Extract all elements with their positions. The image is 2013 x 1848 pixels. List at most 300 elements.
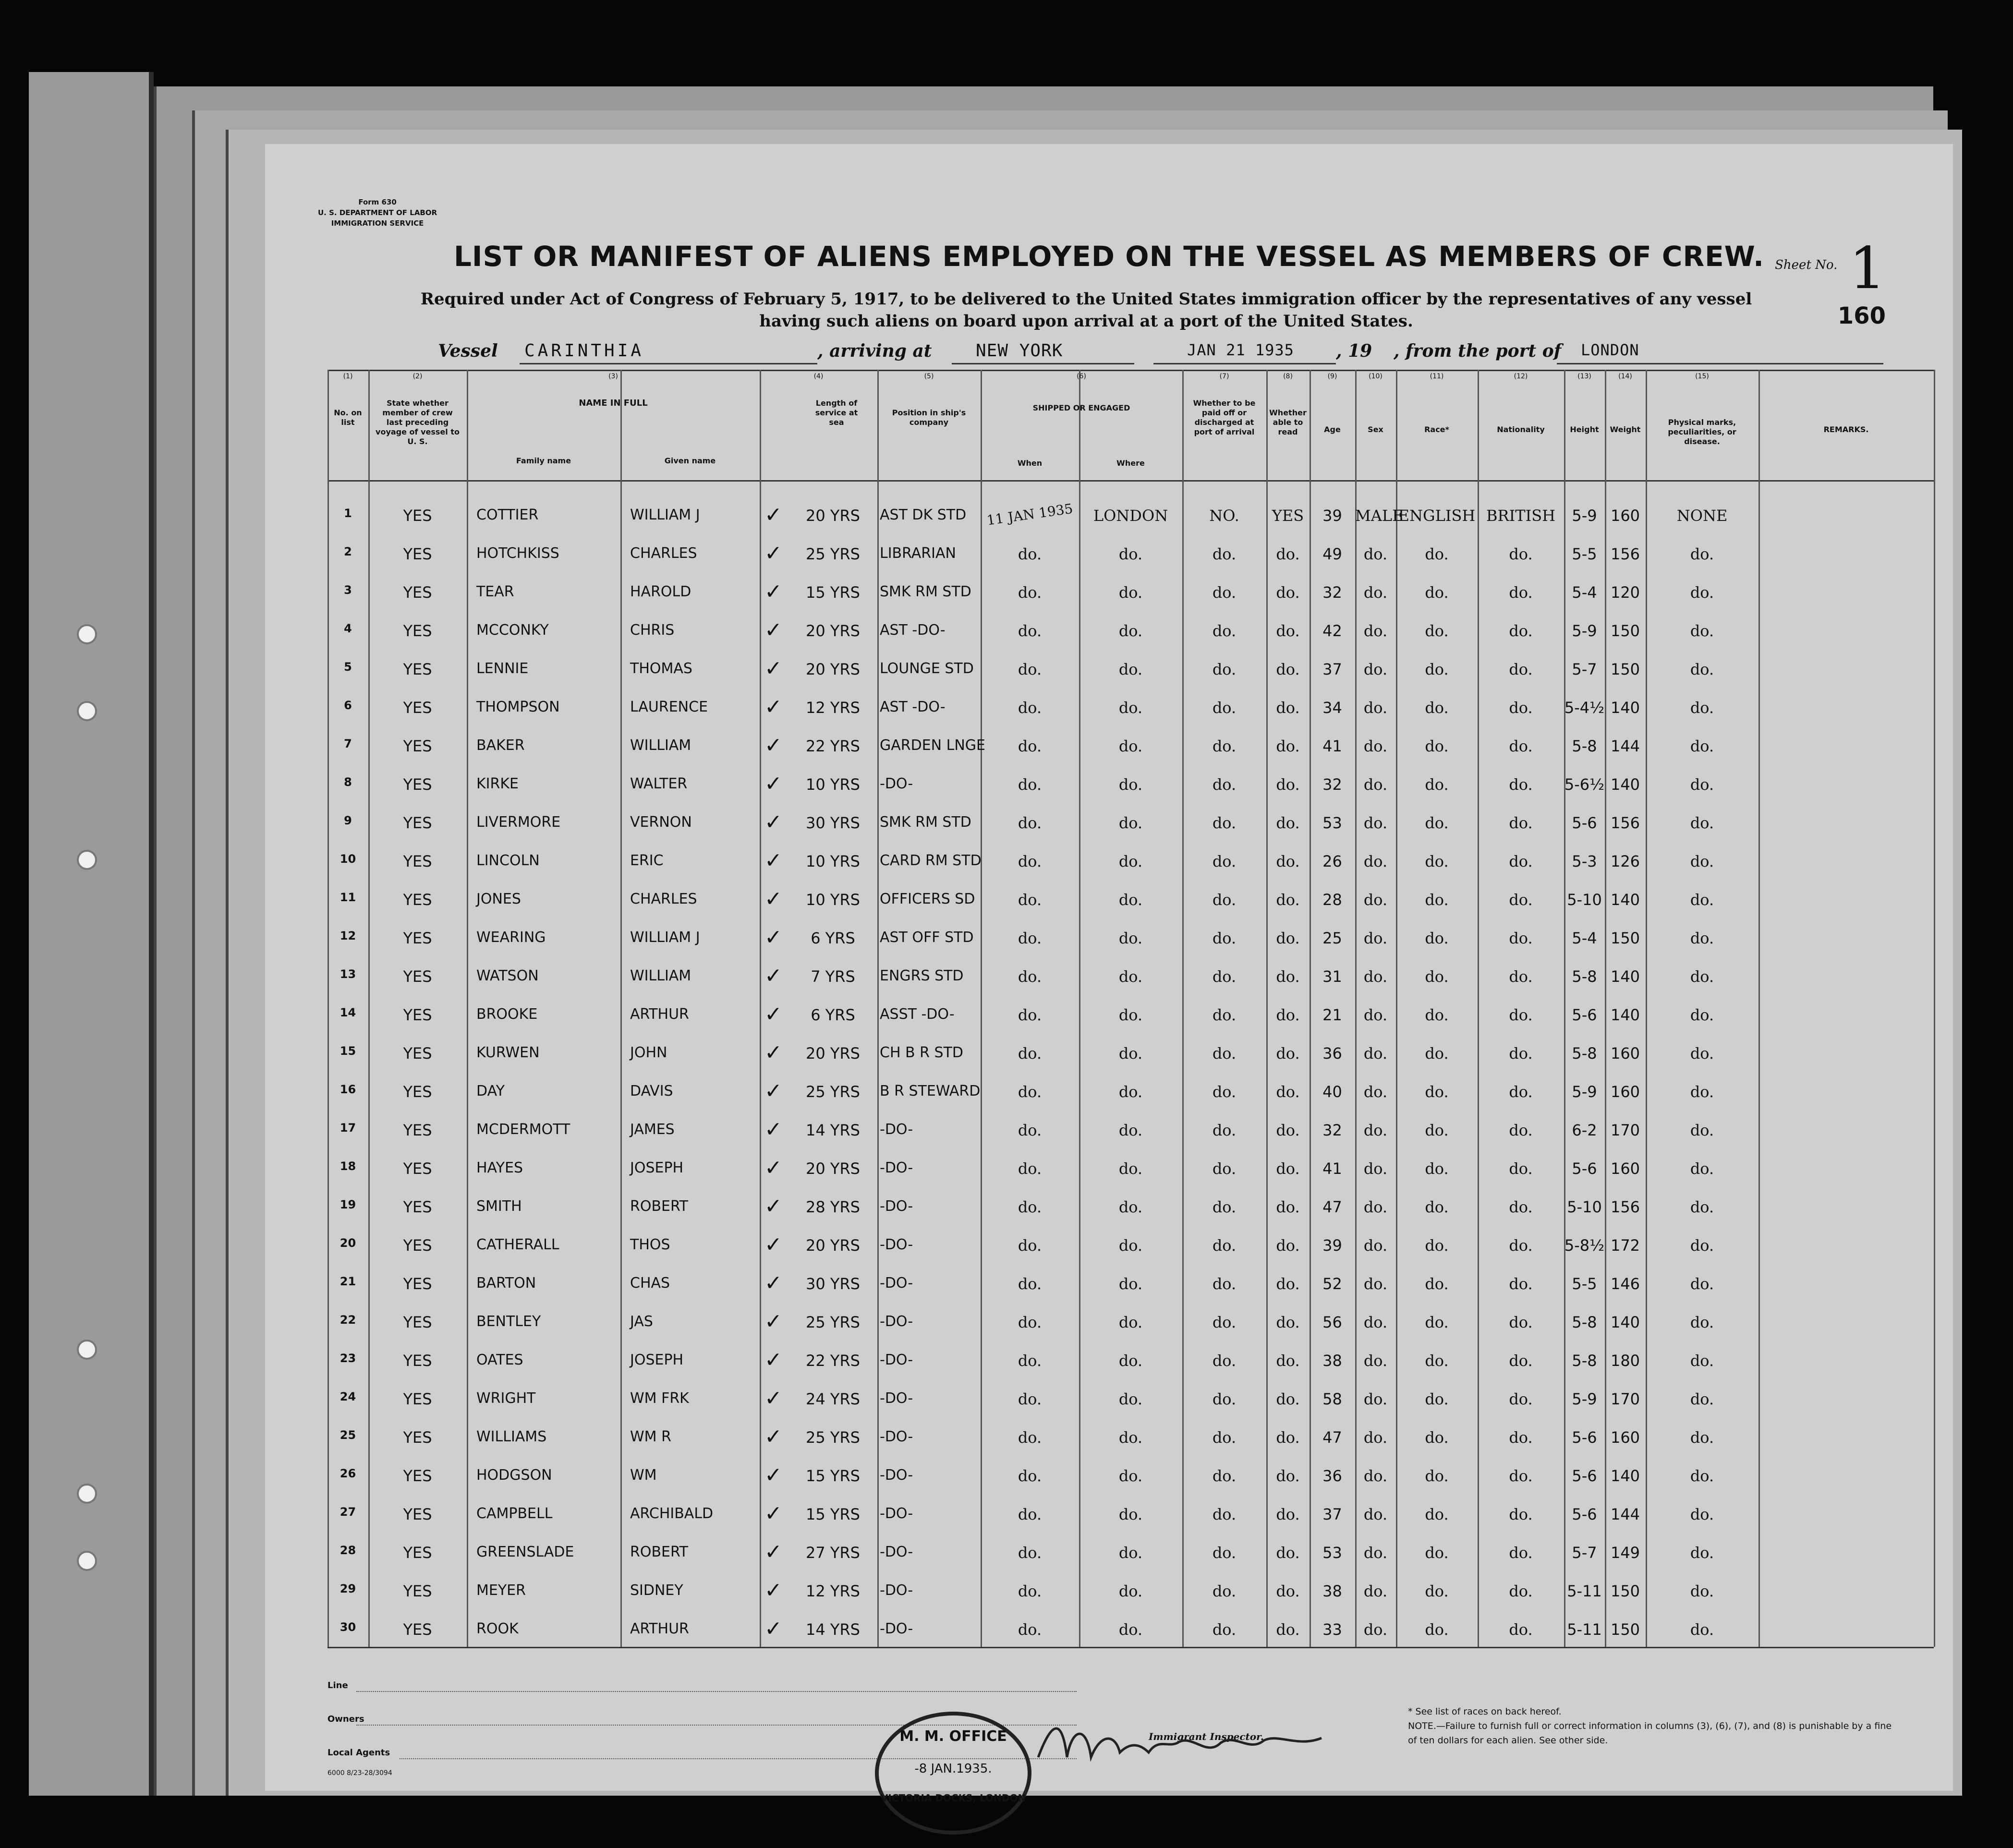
race: ENGLISH [1398,507,1476,525]
physical-marks: do. [1690,737,1714,755]
given-name: WILLIAM [630,967,691,984]
able-to-read: do. [1276,814,1300,832]
previous-voyage: YES [403,1467,432,1485]
height: 5-6 [1572,1467,1597,1485]
sex: do. [1363,929,1388,947]
nationality: do. [1509,622,1533,640]
physical-marks: do. [1690,1313,1714,1331]
weight: 140 [1610,1313,1640,1331]
height: 5-8 [1572,1313,1597,1331]
table-row [327,772,1934,814]
length-of-service: 20 YRS [806,622,860,640]
sex: do. [1363,1544,1388,1562]
given-name: THOS [630,1236,670,1253]
row-number: 23 [340,1352,356,1365]
weight: 172 [1610,1236,1640,1255]
shipped-when: do. [1018,1352,1042,1370]
physical-marks: do. [1690,1160,1714,1178]
shipped-when: do. [1018,660,1042,678]
race: do. [1425,622,1449,640]
height: 5-8 [1572,1044,1597,1063]
col12-header: Nationality [1497,425,1545,434]
nationality: do. [1509,891,1533,909]
length-of-service: 12 YRS [806,699,860,717]
previous-voyage: YES [403,1390,432,1408]
age: 52 [1322,1275,1342,1293]
nationality: do. [1509,545,1533,563]
race: do. [1425,775,1449,794]
shipped-where: do. [1118,1121,1143,1139]
age: 47 [1322,1198,1342,1216]
shipped-where: do. [1118,1236,1143,1255]
height: 5-4 [1572,583,1597,602]
position: -DO- [880,1390,913,1407]
age: 36 [1322,1467,1342,1485]
shipped-when: do. [1018,814,1042,832]
binder-hole [77,1340,97,1360]
weight: 160 [1610,1428,1640,1447]
col13-number: (13) [1577,373,1591,380]
family-name: THOMPSON [476,699,560,715]
weight: 170 [1610,1390,1640,1408]
able-to-read: do. [1276,1006,1300,1024]
paid-off: do. [1212,1160,1237,1178]
weight: 160 [1610,1160,1640,1178]
age: 28 [1322,891,1342,909]
shipped-when: do. [1018,1467,1042,1485]
height: 5-7 [1572,660,1597,678]
sex: do. [1363,1582,1388,1600]
shipped-when: do. [1018,1544,1042,1562]
table-row [327,887,1934,929]
shipped-when: do. [1018,1044,1042,1063]
length-of-service: 15 YRS [806,1467,860,1485]
col1-number: (1) [343,373,353,380]
age: 41 [1322,737,1342,755]
given-name: CHARLES [630,891,697,907]
height: 5-11 [1567,1620,1602,1639]
race: do. [1425,1467,1449,1485]
previous-voyage: YES [403,1544,432,1562]
sex: do. [1363,891,1388,909]
paid-off: do. [1212,929,1237,947]
height: 5-8½ [1564,1236,1605,1255]
height: 5-6 [1572,1006,1597,1024]
table-row [327,810,1934,852]
weight: 140 [1610,1467,1640,1485]
physical-marks: do. [1690,1044,1714,1063]
race: do. [1425,1428,1449,1447]
physical-marks: do. [1690,583,1714,602]
table-row [327,1040,1934,1083]
family-name: LINCOLN [476,852,540,869]
binder-hole [77,1551,97,1571]
paid-off: do. [1212,1428,1237,1447]
paid-off: do. [1212,737,1237,755]
physical-marks: do. [1690,1390,1714,1408]
physical-marks: do. [1690,1006,1714,1024]
check-mark-icon: ✓ [764,1463,782,1487]
check-mark-icon: ✓ [764,1540,782,1564]
row-number: 29 [340,1582,356,1595]
position: B R STEWARD [880,1083,981,1099]
vessel-label: Vessel [438,341,498,361]
physical-marks: do. [1690,622,1714,640]
weight: 156 [1610,545,1640,563]
weight: 156 [1610,1198,1640,1216]
height: 5-11 [1567,1582,1602,1600]
nationality: do. [1509,1236,1533,1255]
paid-off: do. [1212,891,1237,909]
arrival-date: JAN 21 1935 [1187,341,1294,359]
sex: do. [1363,699,1388,717]
given-name: CHAS [630,1275,670,1292]
row-number: 1 [344,507,352,520]
nationality: do. [1509,775,1533,794]
office-seal-stamp [875,1712,1031,1835]
position: AST -DO- [880,699,946,715]
binder-hole [77,624,97,644]
from-port-label: , from the port of [1394,341,1562,361]
shipped-where: do. [1118,1544,1143,1562]
height: 5-8 [1572,737,1597,755]
position: ENGRS STD [880,967,964,984]
family-name: LIVERMORE [476,814,561,831]
row-number: 20 [340,1236,356,1250]
row-number: 30 [340,1620,356,1634]
height: 5-3 [1572,852,1597,870]
row-number: 22 [340,1313,356,1327]
race: do. [1425,814,1449,832]
table-row [327,541,1934,583]
length-of-service: 25 YRS [806,545,860,563]
physical-marks: do. [1690,967,1714,986]
row-number: 21 [340,1275,356,1288]
given-name: ARCHIBALD [630,1505,714,1522]
table-row [327,925,1934,967]
given-name: ARTHUR [630,1620,689,1637]
nationality: do. [1509,814,1533,832]
sex: do. [1363,1313,1388,1331]
previous-voyage: YES [403,1236,432,1255]
previous-voyage: YES [403,507,432,525]
col3-number: (3) [608,373,618,380]
row-number: 3 [344,583,352,597]
given-name: WM FRK [630,1390,689,1407]
race: do. [1425,1083,1449,1101]
row-number: 11 [340,891,356,904]
shipped-when: do. [1018,737,1042,755]
family-name: HAYES [476,1160,523,1176]
family-name: JONES [476,891,521,907]
shipped-where: do. [1118,852,1143,870]
sex: do. [1363,1006,1388,1024]
shipped-where: do. [1118,929,1143,947]
age: 58 [1322,1390,1342,1408]
shipped-when: do. [1018,775,1042,794]
seal-location: VICTORIA DOCKS, LONDON [880,1792,1026,1804]
race: do. [1425,1620,1449,1639]
able-to-read: do. [1276,1390,1300,1408]
position: -DO- [880,1352,913,1368]
check-mark-icon: ✓ [764,1309,782,1334]
nationality: do. [1509,1313,1533,1331]
able-to-read: do. [1276,967,1300,986]
shipped-when: do. [1018,1428,1042,1447]
row-number: 6 [344,699,352,712]
able-to-read: do. [1276,852,1300,870]
physical-marks: do. [1690,1505,1714,1523]
shipped-when: do. [1018,1236,1042,1255]
race: do. [1425,929,1449,947]
height: 5-6 [1572,814,1597,832]
paid-off: do. [1212,660,1237,678]
check-mark-icon: ✓ [764,925,782,950]
check-mark-icon: ✓ [764,541,782,566]
shipped-where: do. [1118,699,1143,717]
given-name: JOSEPH [630,1352,684,1368]
shipped-where: do. [1118,1275,1143,1293]
col9-number: (9) [1327,373,1337,380]
given-name: CHARLES [630,545,697,562]
physical-marks: do. [1690,775,1714,794]
check-mark-icon: ✓ [764,1617,782,1641]
previous-voyage: YES [403,1428,432,1447]
owners-label: Owners [327,1714,364,1724]
previous-voyage: YES [403,967,432,986]
height: 5-5 [1572,1275,1597,1293]
paid-off: do. [1212,583,1237,602]
given-name: LAURENCE [630,699,708,715]
check-mark-icon: ✓ [764,1079,782,1103]
shipped-when: 11 JAN 1935 [985,500,1074,529]
previous-voyage: YES [403,583,432,602]
table-row [327,1232,1934,1275]
shipped-when: do. [1018,1390,1042,1408]
line-label: Line [327,1680,348,1691]
height: 5-9 [1572,622,1597,640]
row-number: 4 [344,622,352,635]
length-of-service: 14 YRS [806,1121,860,1139]
height: 5-4½ [1564,699,1605,717]
race: do. [1425,1198,1449,1216]
weight: 140 [1610,967,1640,986]
position: AST OFF STD [880,929,974,946]
given-name: WILLIAM J [630,507,700,523]
length-of-service: 25 YRS [806,1313,860,1331]
height: 5-10 [1567,1198,1602,1216]
age: 25 [1322,929,1342,947]
length-of-service: 15 YRS [806,1505,860,1523]
arrival-port: NEW YORK [976,341,1063,361]
race: do. [1425,967,1449,986]
col5-number: (5) [924,373,934,380]
able-to-read: do. [1276,1121,1300,1139]
weight: 140 [1610,775,1640,794]
shipped-where: do. [1118,660,1143,678]
able-to-read: do. [1276,1620,1300,1639]
shipped-where: do. [1118,1198,1143,1216]
row-number: 7 [344,737,352,750]
length-of-service: 6 YRS [811,929,855,947]
physical-marks: do. [1690,929,1714,947]
height: 5-9 [1572,1390,1597,1408]
row-number: 18 [340,1160,356,1173]
row-number: 14 [340,1006,356,1019]
family-name: DAY [476,1083,505,1099]
weight: 126 [1610,852,1640,870]
able-to-read: do. [1276,1352,1300,1370]
nationality: do. [1509,852,1533,870]
col11-header: Race* [1424,425,1449,434]
age: 39 [1322,507,1342,525]
sex: do. [1363,1352,1388,1370]
age: 36 [1322,1044,1342,1063]
table-row [327,1540,1934,1582]
check-mark-icon: ✓ [764,887,782,911]
physical-marks: do. [1690,1544,1714,1562]
weight: 144 [1610,737,1640,755]
table-row [327,1271,1934,1313]
physical-marks: do. [1690,852,1714,870]
given-name: JOHN [630,1044,667,1061]
able-to-read: do. [1276,1236,1300,1255]
able-to-read: do. [1276,1505,1300,1523]
table-row [327,1463,1934,1505]
given-name: ARTHUR [630,1006,689,1023]
arriving-label: , arriving at [817,341,932,361]
shipped-when: do. [1018,852,1042,870]
family-name: SMITH [476,1198,522,1215]
position: -DO- [880,1198,913,1215]
shipped-when: do. [1018,1006,1042,1024]
physical-marks: NONE [1676,507,1728,525]
row-number: 13 [340,967,356,981]
physical-marks: do. [1690,1582,1714,1600]
physical-marks: do. [1690,891,1714,909]
weight: 146 [1610,1275,1640,1293]
position: -DO- [880,1467,913,1484]
row-number: 16 [340,1083,356,1096]
sex: do. [1363,1236,1388,1255]
shipped-where: do. [1118,1352,1143,1370]
physical-marks: do. [1690,660,1714,678]
position: LIBRARIAN [880,545,956,562]
previous-voyage: YES [403,1198,432,1216]
sex: do. [1363,967,1388,986]
physical-marks: do. [1690,545,1714,563]
nationality: do. [1509,1582,1533,1600]
physical-marks: do. [1690,1121,1714,1139]
race: do. [1425,891,1449,909]
position: -DO- [880,1275,913,1292]
shipped-when: do. [1018,1582,1042,1600]
sex: do. [1363,1083,1388,1101]
age: 33 [1322,1620,1342,1639]
previous-voyage: YES [403,699,432,717]
shipped-where: do. [1118,1467,1143,1485]
given-name: JAMES [630,1121,675,1138]
department-name: U. S. DEPARTMENT OF LABOR [318,208,437,217]
sex: do. [1363,1121,1388,1139]
able-to-read: do. [1276,1467,1300,1485]
sex: do. [1363,583,1388,602]
table-row [327,1501,1934,1544]
position: AST DK STD [880,507,967,523]
remarks-header: REMARKS. [1823,425,1869,434]
year-label: , 19 [1336,341,1372,361]
able-to-read: do. [1276,891,1300,909]
crew-table [327,370,1934,1647]
sex: do. [1363,660,1388,678]
paid-off: do. [1212,1352,1237,1370]
family-name: MEYER [476,1582,526,1599]
previous-voyage: YES [403,545,432,563]
length-of-service: 22 YRS [806,1352,860,1370]
position: -DO- [880,1428,913,1445]
binder-hole [77,701,97,721]
form-number: Form 630 [358,198,397,206]
row-number: 28 [340,1544,356,1557]
shipped-where: do. [1118,1390,1143,1408]
row-number: 2 [344,545,352,558]
given-name: SIDNEY [630,1582,683,1599]
age: 49 [1322,545,1342,563]
check-mark-icon: ✓ [764,964,782,988]
weight: 160 [1610,1083,1640,1101]
length-of-service: 24 YRS [806,1390,860,1408]
check-mark-icon: ✓ [764,1425,782,1449]
position: GARDEN LNGE [880,737,986,754]
family-name: BENTLEY [476,1313,541,1330]
nationality: do. [1509,967,1533,986]
position: -DO- [880,1121,913,1138]
length-of-service: 12 YRS [806,1582,860,1600]
physical-marks: do. [1690,1236,1714,1255]
length-of-service: 20 YRS [806,1236,860,1255]
age: 56 [1322,1313,1342,1331]
row-number: 10 [340,852,356,866]
nationality: do. [1509,737,1533,755]
previous-voyage: YES [403,1275,432,1293]
check-mark-icon: ✓ [764,580,782,604]
family-name: TEAR [476,583,514,600]
manifest-title: LIST OR MANIFEST OF ALIENS EMPLOYED ON THE VESSEL AS MEMBERS OF CREW. [453,240,1765,273]
paid-off: do. [1212,967,1237,986]
family-name: KURWEN [476,1044,540,1061]
row-number: 15 [340,1044,356,1058]
family-name: BAKER [476,737,525,754]
position: -DO- [880,1236,913,1253]
able-to-read: do. [1276,929,1300,947]
position: OFFICERS SD [880,891,975,907]
col6-header: SHIPPED OR ENGAGED [1032,403,1130,412]
previous-voyage: YES [403,891,432,909]
previous-voyage: YES [403,622,432,640]
check-mark-icon: ✓ [764,1501,782,1526]
family-name: KIRKE [476,775,519,792]
nationality: do. [1509,1083,1533,1101]
age: 42 [1322,622,1342,640]
row-number: 25 [340,1428,356,1442]
age: 21 [1322,1006,1342,1024]
table-row [327,618,1934,660]
check-mark-icon: ✓ [764,1117,782,1142]
col4-number: (4) [813,373,824,380]
shipped-where: do. [1118,737,1143,755]
manifest-subtitle: Required under Act of Congress of February 5, 1917, to be delivered to the United States immigration officer by the representatives of any vessel having such aliens on board upon arrival at a port of the United States. [420,290,1752,331]
shipped-when: do. [1018,1313,1042,1331]
